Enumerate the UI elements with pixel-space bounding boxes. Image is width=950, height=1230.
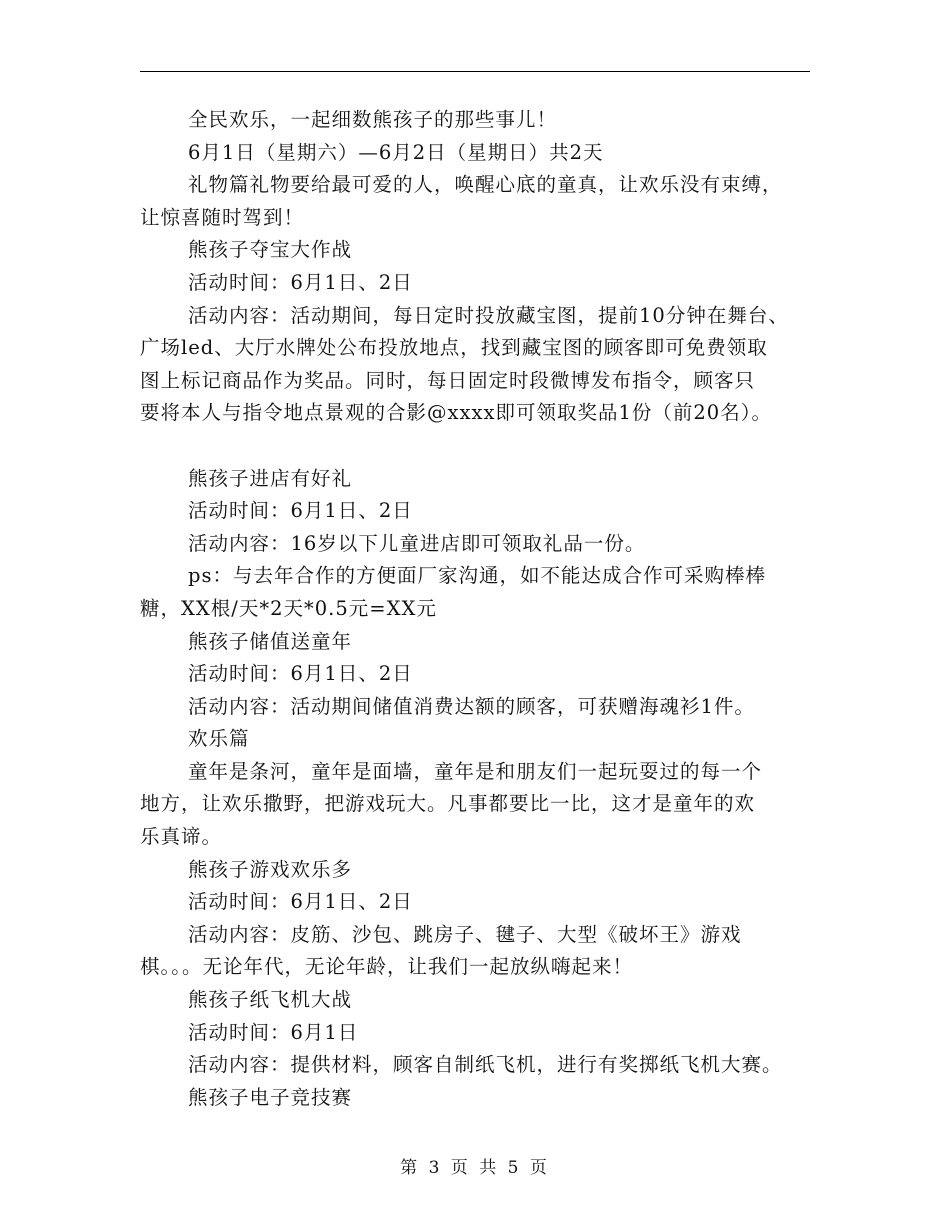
section-heading: 熊孩子纸飞机大战 <box>188 988 353 1012</box>
paragraph-line: 童年是条河，童年是面墙，童年是和朋友们一起玩耍过的每一个 <box>188 759 763 783</box>
section-heading: 欢乐篇 <box>188 727 250 751</box>
paragraph-line: 地方，让欢乐撒野，把游戏玩大。凡事都要比一比，这才是童年的欢 <box>140 792 756 816</box>
section-heading: 熊孩子游戏欢乐多 <box>188 857 353 881</box>
paragraph-line: 全民欢乐，一起细数熊孩子的那些事儿！ <box>188 108 558 131</box>
section-heading: 熊孩子夺宝大作战 <box>188 238 353 262</box>
paragraph-line: 糖，XX根/天*2天*0.5元=XX元 <box>140 596 437 620</box>
paragraph-line: 活动时间：6月1日 <box>188 1020 359 1044</box>
section-heading: 熊孩子进店有好礼 <box>188 466 353 490</box>
paragraph-line: 要将本人与指令地点景观的合影@xxxx即可领取奖品1份（前20名）。 <box>140 401 772 425</box>
section-heading: 熊孩子储值送童年 <box>188 629 353 653</box>
header-rule <box>140 71 810 72</box>
paragraph-line: 6月1日（星期六）—6月2日（星期日）共2天 <box>188 140 604 164</box>
section-heading: 熊孩子电子竞技赛 <box>188 1085 353 1109</box>
paragraph-line: 活动内容：活动期间，每日定时投放藏宝图，提前10分钟在舞台、 <box>188 303 789 327</box>
page-number: 第 3 页 共 5 页 <box>400 1158 550 1178</box>
paragraph-line: 礼物篇礼物要给最可爱的人，唤醒心底的童真，让欢乐没有束缚， <box>188 173 783 197</box>
paragraph-line: 活动时间：6月1日、2日 <box>188 499 413 523</box>
paragraph-line: 图上标记商品作为奖品。同时，每日固定时段微博发布指令，顾客只 <box>140 368 756 392</box>
paragraph-line: ps：与去年合作的方便面厂家沟通，如不能达成合作可采购棒棒 <box>188 564 766 588</box>
paragraph-line: 活动时间：6月1日、2日 <box>188 270 413 294</box>
paragraph-line: 活动时间：6月1日、2日 <box>188 890 413 914</box>
paragraph-line: 活动内容：提供材料，顾客自制纸飞机，进行有奖掷纸飞机大赛。 <box>188 1053 783 1077</box>
paragraph-line: 活动内容：活动期间储值消费达额的顾客，可获赠海魂衫1件。 <box>188 694 755 718</box>
paragraph-line: 活动时间：6月1日、2日 <box>188 662 413 686</box>
paragraph-line: 棋。。。无论年代，无论年龄，让我们一起放纵嗨起来！ <box>140 955 634 979</box>
paragraph-line: 活动内容：16岁以下儿童进店即可领取礼品一份。 <box>188 531 646 555</box>
paragraph-line: 乐真谛。 <box>140 825 223 849</box>
paragraph-line: 广场led、大厅水牌处公布投放地点，找到藏宝图的顾客即可免费领取 <box>140 336 768 360</box>
document-body <box>140 104 812 1114</box>
paragraph-line: 让惊喜随时驾到！ <box>140 205 305 229</box>
paragraph-line: 活动内容：皮筋、沙包、跳房子、毽子、大型《破坏王》游戏 <box>188 922 742 946</box>
